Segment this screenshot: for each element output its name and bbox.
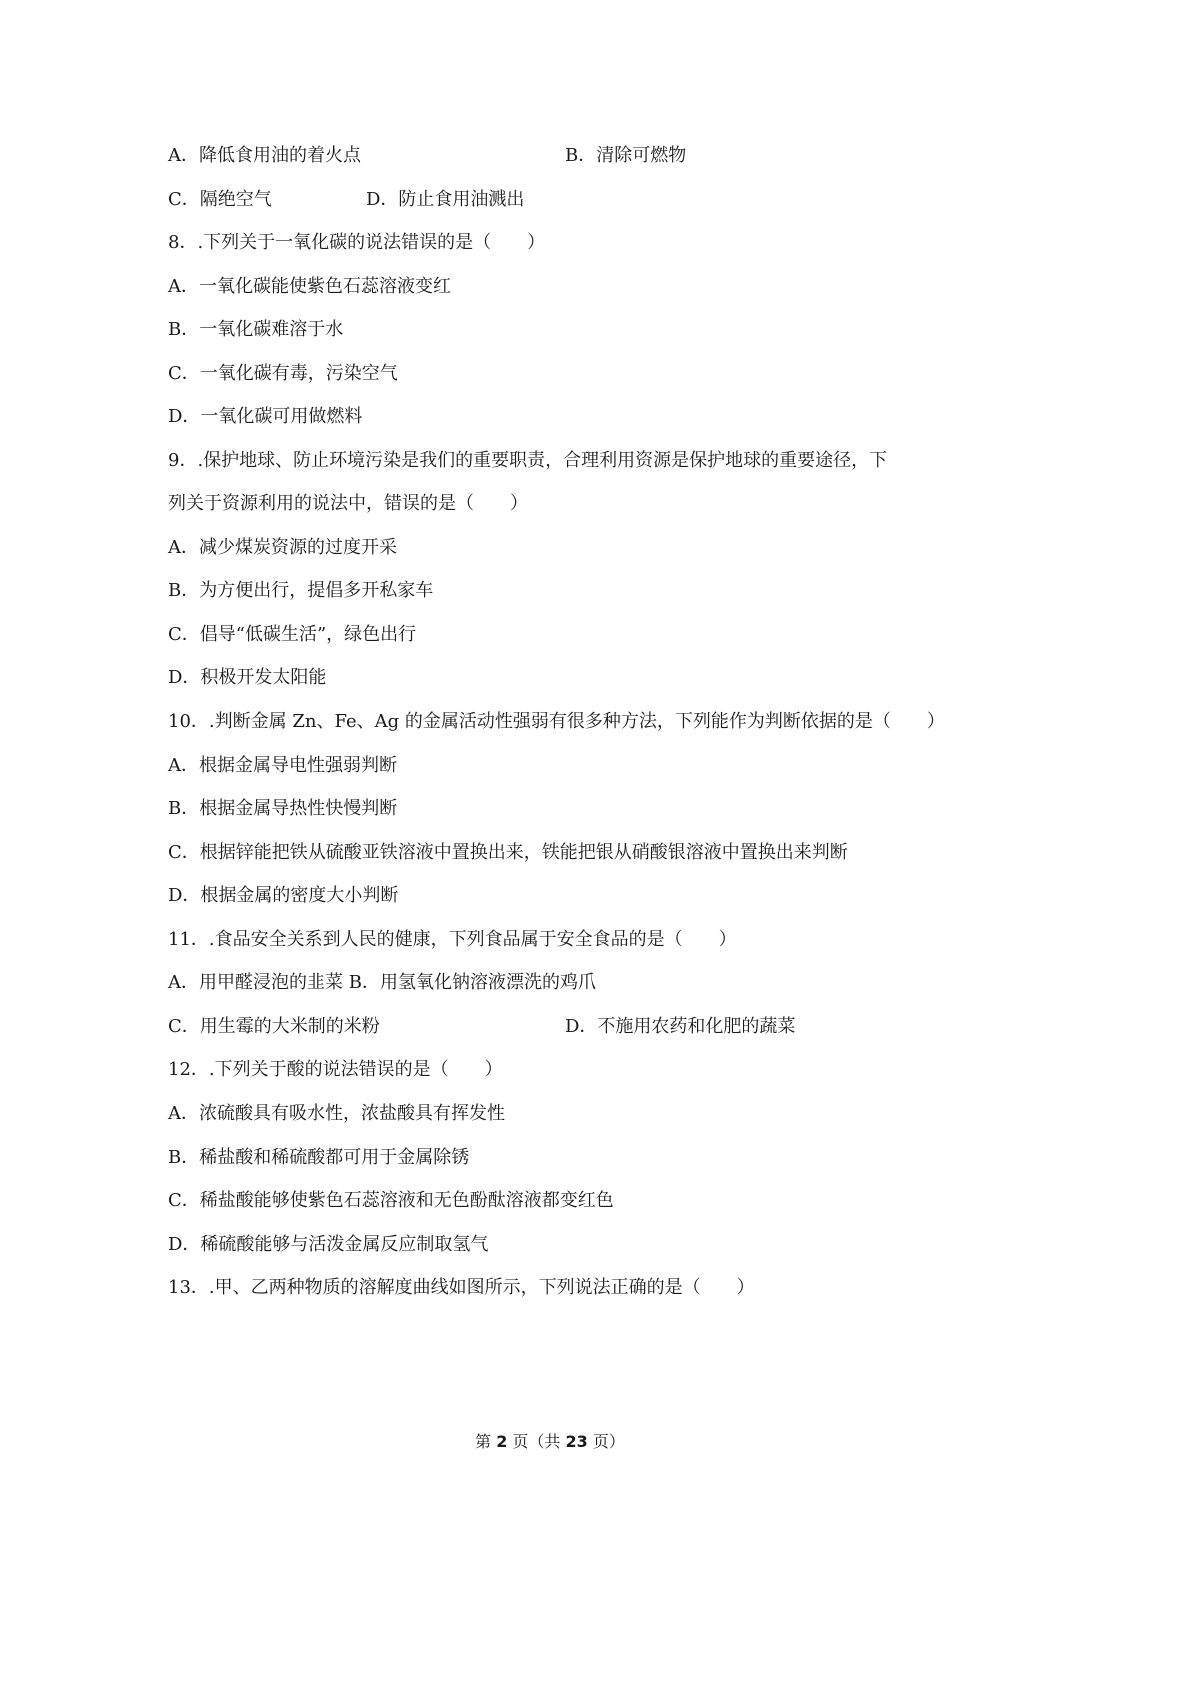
q8-option-b: B．一氧化碳难溶于水 <box>168 319 344 340</box>
q7-option-a: A．降低食用油的着火点 <box>168 145 361 166</box>
footer-suffix: 页） <box>587 1432 625 1451</box>
q8-option-c: C．一氧化碳有毒，污染空气 <box>168 363 398 384</box>
q7-option-c: C．隔绝空气 <box>168 189 272 210</box>
page-footer <box>0 1432 1100 1452</box>
q12-option-c: C．稀盐酸能够使紫色石蕊溶液和无色酚酞溶液都变红色 <box>168 1190 614 1211</box>
q11-option-c: C．用生霉的大米制的米粉 <box>168 1016 380 1037</box>
q7-option-b: B．清除可燃物 <box>565 145 687 166</box>
q12-option-b: B．稀盐酸和稀硫酸都可用于金属除锈 <box>168 1147 470 1168</box>
q8-option-a: A．一氧化碳能使紫色石蕊溶液变红 <box>168 276 451 297</box>
q9-option-b: B．为方便出行，提倡多开私家车 <box>168 580 434 601</box>
q12-stem: 12．.下列关于酸的说法错误的是（ ） <box>168 1059 503 1080</box>
q7-option-d: D．防止食用油溅出 <box>366 189 525 210</box>
q10-option-b: B．根据金属导热性快慢判断 <box>168 798 398 819</box>
footer-middle: 页（共 <box>507 1432 566 1451</box>
q9-option-a: A．减少煤炭资源的过度开采 <box>168 537 397 558</box>
q11-option-d: D．不施用农药和化肥的蔬菜 <box>565 1016 796 1037</box>
q8-option-d: D．一氧化碳可用做燃料 <box>168 406 363 427</box>
q10-option-c: C．根据锌能把铁从硫酸亚铁溶液中置换出来，铁能把银从硝酸银溶液中置换出来判断 <box>168 842 848 863</box>
q9-option-c: C．倡导“低碳生活”，绿色出行 <box>168 624 417 645</box>
q9-option-d: D．积极开发太阳能 <box>168 667 327 688</box>
q12-option-d: D．稀硫酸能够与活泼金属反应制取氢气 <box>168 1234 489 1255</box>
footer-total-pages: 23 <box>565 1432 588 1451</box>
q10-option-a: A．根据金属导电性强弱判断 <box>168 755 397 776</box>
footer-prefix: 第 <box>475 1432 497 1451</box>
q9-stem-line1: 9．.保护地球、防止环境污染是我们的重要职责，合理利用资源是保护地球的重要途径，下 <box>168 450 888 471</box>
q11-stem: 11．.食品安全关系到人民的健康，下列食品属于安全食品的是（ ） <box>168 929 737 950</box>
q10-stem: 10．.判断金属 Zn、Fe、Ag 的金属活动性强弱有很多种方法，下列能作为判断依据的是（ ） <box>168 711 945 732</box>
q13-stem: 13．.甲、乙两种物质的溶解度曲线如图所示，下列说法正确的是（ ） <box>168 1277 755 1298</box>
q12-option-a: A．浓硫酸具有吸水性，浓盐酸具有挥发性 <box>168 1103 505 1124</box>
q9-stem-line2: 列关于资源利用的说法中，错误的是（ ） <box>168 493 528 514</box>
q11-option-ab: A．用甲醛浸泡的韭菜 B．用氢氧化钠溶液漂洗的鸡爪 <box>168 972 596 993</box>
footer-page-number: 2 <box>496 1432 508 1451</box>
q8-stem: 8．.下列关于一氧化碳的说法错误的是（ ） <box>168 232 546 253</box>
q10-option-d: D．根据金属的密度大小判断 <box>168 885 399 906</box>
